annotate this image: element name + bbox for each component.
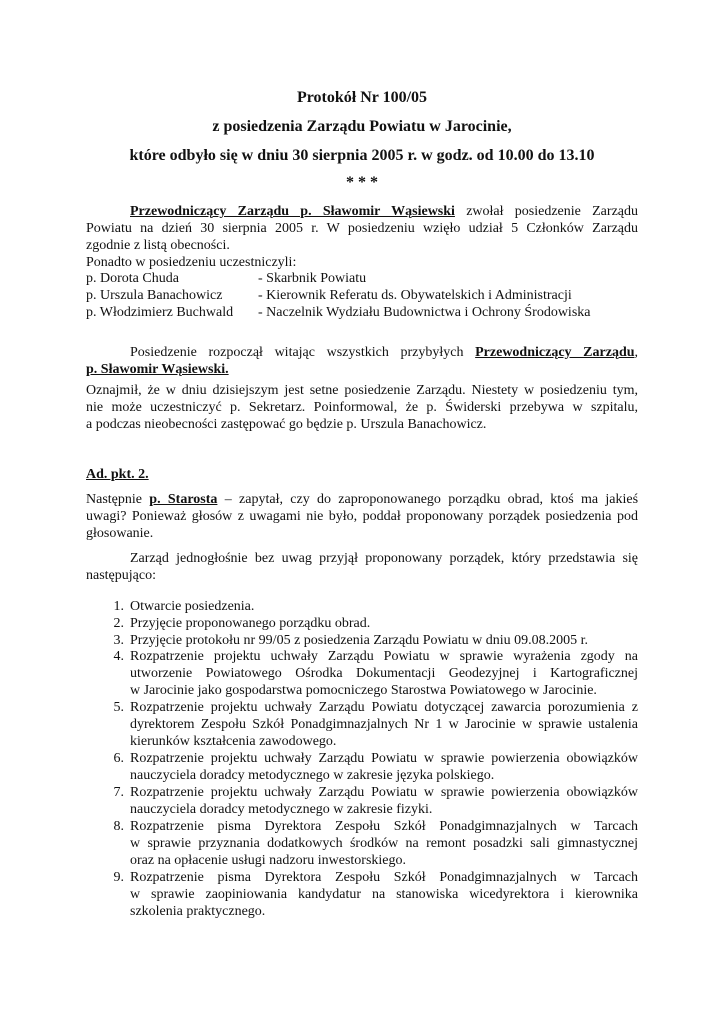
agenda-number: 3. [113, 633, 124, 648]
agenda-number: 5. [113, 700, 124, 715]
agenda-item-line: Rozpatrzenie pisma Dyrektora Zespołu Szkół Ponadgimnazjalnych w Tarcach [130, 870, 638, 885]
agenda-number: 2. [113, 616, 124, 631]
agenda-item: Otwarcie posiedzenia. [130, 599, 255, 614]
separator-stars: * * * [346, 174, 378, 191]
agenda-item-line: szkolenia praktycznego. [130, 904, 266, 919]
agenda-item-line: Rozpatrzenie projektu uchwały Zarządu Powiatu w sprawie powierzenia obowiązków [130, 785, 638, 800]
intro-line-3: zgodnie z listą obecności. [86, 238, 230, 253]
chair-name-opening: p. Sławomir Wąsiewski. [86, 362, 229, 377]
participant-name: p. Urszula Banachowicz [86, 288, 223, 303]
participant-name: p. Włodzimierz Buchwald [86, 305, 234, 320]
agenda-item-line: Rozpatrzenie projektu uchwały Zarządu Powiatu dotyczącej zawarcia porozumienia z [130, 700, 638, 715]
agenda-item: Przyjęcie proponowanego porządku obrad. [130, 616, 371, 631]
agenda-item-line: dyrektorem Zespołu Szkół Ponadgimnazjalnych Nr 1 w Jarocinie w sprawie ustalenia [130, 717, 638, 732]
agenda-number: 1. [113, 599, 124, 614]
section-heading: Ad. pkt. 2. [86, 467, 149, 482]
agenda-item-line: nauczyciela doradcy metodycznego w zakresie języka polskiego. [130, 768, 495, 783]
agenda-item-line: kierunków kształcenia zawodowego. [130, 734, 337, 749]
agenda-item-line: Rozpatrzenie pisma Dyrektora Zespołu Szkół Ponadgimnazjalnych w Tarcach [130, 819, 638, 834]
section-line-3: głosowanie. [86, 526, 154, 541]
section-line-1: Następnie p. Starosta – zapytał, czy do zaproponowanego porządku obrad, ktoś ma jakieś [86, 492, 639, 507]
meeting-date-line: które odbyło się w dniu 30 sierpnia 2005 r. w godz. od 10.00 do 13.10 [129, 147, 595, 164]
section-line-4: Zarząd jednogłośnie bez uwag przyjął proponowany porządek, który przedstawia się [130, 551, 638, 566]
protocol-subtitle: z posiedzenia Zarządu Powiatu w Jarocinie, [212, 118, 512, 135]
agenda-number: 7. [113, 785, 124, 800]
announcement-line-3: a podczas nieobecności zastępować go będzie p. Urszula Banachowicz. [86, 417, 487, 432]
starosta-label: p. Starosta [149, 492, 218, 507]
intro-line-1: Przewodniczący Zarządu p. Sławomir Wąsiewski zwołał posiedzenie Zarządu [130, 204, 638, 219]
section-line-5: następująco: [86, 568, 156, 583]
opening-line-1: Posiedzenie rozpoczął witając wszystkich przybyłych Przewodniczący Zarządu, [130, 345, 639, 360]
agenda-item-line: w sprawie zaopiniowania kandydatur na stanowiska wicedyrektora i kierownika [130, 887, 638, 902]
intro-line-2: Powiatu na dzień 30 sierpnia 2005 r. W posiedzeniu wzięło udział 5 Członków Zarządu [86, 221, 638, 236]
section-line-2: uwagi? Ponieważ głosów z uwagami nie było, poddał proponowany porządek posiedzenia pod [86, 509, 638, 524]
agenda-item: Przyjęcie protokołu nr 99/05 z posiedzenia Zarządu Powiatu w dniu 09.08.2005 r. [130, 633, 589, 648]
chair-name: Przewodniczący Zarządu p. Sławomir Wąsiewski [130, 204, 455, 219]
participant-name: p. Dorota Chuda [86, 271, 179, 286]
participant-role: - Skarbnik Powiatu [258, 271, 367, 286]
intro-line-4: Ponadto w posiedzeniu uczestniczyli: [86, 255, 297, 270]
agenda-item-line: w sprawie przyznania dodatkowych środków na remont posadzki sali gimnastycznej [130, 836, 638, 851]
agenda-number: 4. [113, 649, 124, 664]
chair-title: Przewodniczący Zarządu [475, 345, 635, 360]
agenda-item-line: Rozpatrzenie projektu uchwały Zarządu Powiatu w sprawie powierzenia obowiązków [130, 751, 638, 766]
protocol-title: Protokół Nr 100/05 [296, 89, 428, 106]
agenda-item-line: utworzenie Powiatowego Ośrodka Dokumentacji Geodezyjnej i Kartograficznej [130, 666, 638, 681]
agenda-item-line: w Jarocinie jako gospodarstwa pomocniczego Starostwa Powiatowego w Jarocinie. [130, 683, 597, 698]
agenda-number: 6. [113, 751, 124, 766]
participant-role: - Kierownik Referatu ds. Obywatelskich i Administracji [258, 288, 572, 303]
agenda-item-line: oraz na opłacenie usługi nadzoru inwestorskiego. [130, 853, 407, 868]
agenda-item-line: Rozpatrzenie projektu uchwały Zarządu Powiatu w sprawie wyrażenia zgody na [130, 649, 638, 664]
participant-role: - Naczelnik Wydziału Budownictwa i Ochrony Środowiska [258, 305, 591, 320]
announcement-line-2: nie może uczestniczyć p. Sekretarz. Poinformowal, że p. Świderski przebywa w szpitalu, [86, 400, 638, 415]
agenda-item-line: nauczyciela doradcy metodycznego w zakresie fizyki. [130, 802, 433, 817]
announcement-line-1: Oznajmił, że w dniu dzisiejszym jest setne posiedzenie Zarządu. Niestety w posiedzeniu tym, [86, 383, 638, 398]
agenda-number: 9. [113, 870, 124, 885]
agenda-number: 8. [113, 819, 124, 834]
